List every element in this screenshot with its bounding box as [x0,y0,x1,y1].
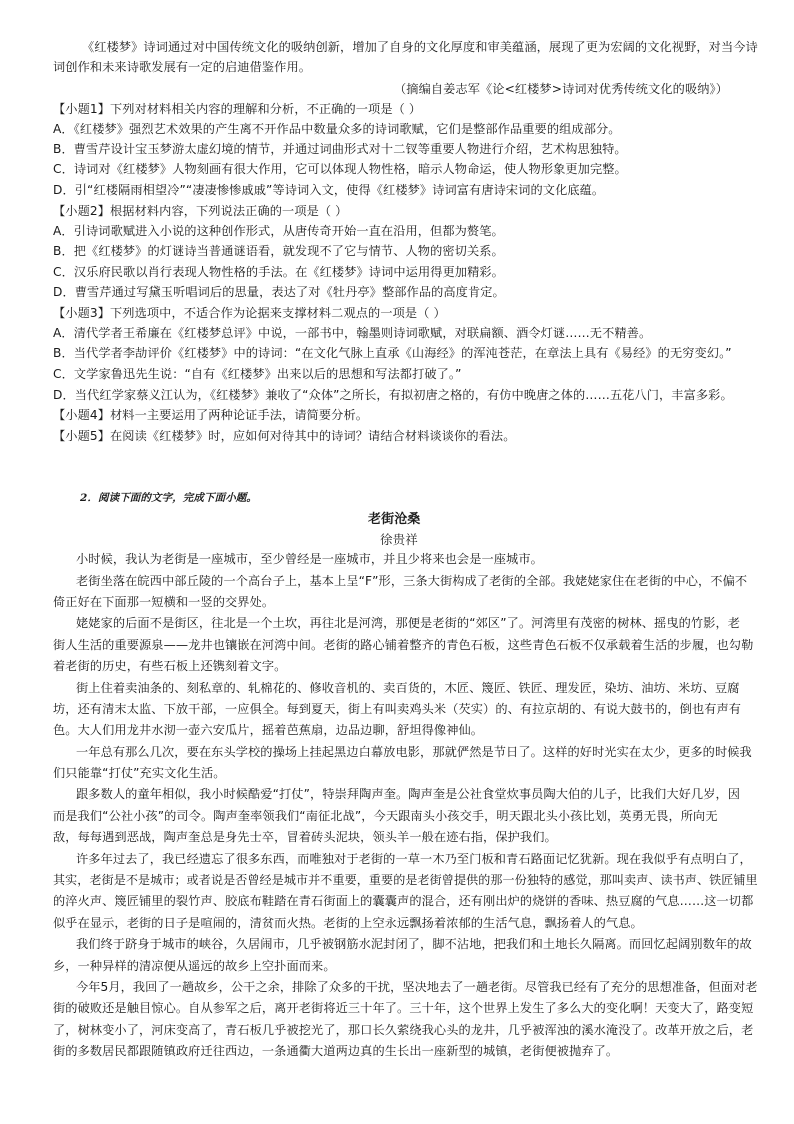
intro-line: 《红楼梦》诗词通过对中国传统文化的吸纳创新，增加了自身的文化厚度和审美蕴涵，展现了更为宏阔的文化视野，对当今诗 [82,40,758,54]
option-d: D．曹雪芹通过写黛玉听唱词后的思量，表达了对《牡丹亭》整部作品的高度肯定。 [53,285,505,299]
paragraph-line: 着老街的历史，有些石板上还镌刻着文字。 [53,659,287,673]
paragraph-line: 一年总有那么几次，要在东头学校的操场上挂起黑边白幕放电影，那就俨然是节日了。这样的好时光实在太少，更多的时候我 [76,745,752,759]
question-4-stem: 【小题4】材料一主要运用了两种论证手法，请简要分析。 [53,408,369,422]
article-title: 老街沧桑 [368,512,421,527]
paragraph-line: 似乎在显示，老街的日子是喧闹的，清贫而火热。老街的上空永远飘扬着浓郁的生活气息，飘扬着人的气息。 [53,916,643,930]
paragraph-line: 了，树林变小了，河床变高了，青石板几乎被挖光了，那口长久萦绕我心头的龙井，几乎被浑浊的溪水淹没了。改革开放之后，老 [53,1023,754,1037]
paragraph-line: 们只能靠“打仗”充实文化生活。 [53,766,226,780]
paragraph-line: 而是我们“公社小孩”的司令。陶声奎率领我们“南征北战”，今天跟南头小孩交手，明天跟北头小孩比划，英勇无畏，所向无 [53,809,718,823]
question-5-stem: 【小题5】在阅读《红楼梦》时，应如何对待其中的诗词？请结合材料谈谈你的看法。 [53,429,516,443]
paragraph-line: 街上住着卖油条的、刻私章的、轧棉花的、修收音机的、卖百货的，木匠、篾匠、铁匠、理发匠，染坊、油坊、米坊、豆腐 [76,681,740,695]
paragraph-line: 我们终于跻身于城市的峡谷，久居闹市，几乎被钢筋水泥封闭了，脚不沾地，把我们和土地长久隔离。而回忆起阔别数年的故 [76,937,752,951]
option-b: B．曹雪芹设计宝玉梦游太虚幻境的情节，并通过词曲形式对十二钗等重要人物进行介绍，艺术构思独特。 [53,142,627,156]
paragraph-line: 跟多数人的童年相似，我小时候酷爱“打仗”，特崇拜陶声奎。陶声奎是公社食堂炊事员陶大伯的儿子，比我们大好几岁，因 [76,787,741,801]
paragraph-line: 坊，还有清末太监、下放干部，一应俱全。每到夏天，街上有叫卖鸡头米（芡实）的、有拉京胡的、有说大鼓书的，倒也有声有 [53,702,742,716]
option-c: C．汉乐府民歌以肖行表现人物性格的手法。在《红楼梦》诗词中运用得更加精彩。 [53,265,504,279]
paragraph-line: 色。大人们用龙井水沏一壶六安瓜片，摇着芭蕉扇，边品边聊，舒坦得像神仙。 [53,723,484,737]
question-2-stem: 【小题2】根据材料内容，下列说法正确的一项是（ ） [53,204,348,218]
paragraph-line: 姥姥家的后面不是街区，往北是一个土坎，再往北是河湾，那便是老街的“郊区”了。河湾里有茂密的树林、摇曳的竹影，老 [76,616,741,630]
option-d: D．引“红楼隔雨相望冷”“凄凄惨惨戚戚”等诗词入文，使得《红楼梦》诗词富有唐诗宋词的文化底蕴。 [53,183,605,197]
paragraph-line: 老街坐落在皖西中部丘陵的一个高台子上，基本上呈“F”形，三条大街构成了老街的全部。我姥姥家住在老街的中心，不偏不 [76,574,748,588]
option-a: A．引诗词歌赋进入小说的这种创作形式，从唐传奇开始一直在沿用，但都为赘笔。 [53,224,504,238]
intro-line: 词创作和未来诗歌发展有一定的启迪借鉴作用。 [53,60,312,74]
paragraph-line: 敌，每每遇到恶战，陶声奎总是身先士卒，冒着砖头泥块，领头羊一般在迹右指，保护我们。 [53,830,557,844]
option-d: D．当代红学家蔡义江认为，《红楼梦》兼收了“众体”之所长，有拟初唐之格的，有仿中晚唐之体的……五花八门，丰富多彩。 [53,388,733,402]
paragraph-line: 今年5月，我回了一趟故乡，公干之余，排除了众多的干扰，坚决地去了一趟老街。尽管我已经有了充分的思想准备，但面对老 [76,980,758,994]
paragraph-line: 街的多数居民都跟随镇政府迁往西边，一条通衢大道两边真的生长出一座新型的城镇，老街便被抛弃了。 [53,1044,619,1058]
paragraph-line: 其实，老街是不是城市；或者说是否曾经是城市并不重要，重要的是老街曾提供的那一份独特的感觉，那叫卖声、读书声、铁匠铺里 [53,873,758,887]
option-a: A．《红楼梦》强烈艺术效果的产生离不开作品中数量众多的诗词歌赋，它们是整部作品重要的组成部分。 [53,122,621,136]
question-1-stem: 【小题1】下列对材料相关内容的理解和分析，不正确的一项是（ ） [53,102,422,116]
paragraph-line: 许多年过去了，我已经遗忘了很多东西，而唯独对于老街的一草一木乃至门板和青石路面记忆犹新。现在我似乎有点明白了， [76,852,752,866]
paragraph-line: 的淬火声、篾匠铺里的裂竹声、胶底布鞋踏在青石街面上的囊囊声的混合，还有刚出炉的烧饼的香味、热豆腐的气息……这一切都 [53,894,754,908]
paragraph-line: 乡，一种异样的清凉便从遥远的故乡上空扑面而来。 [53,959,336,973]
source-citation: （摘编自姜志军《论<红楼梦>诗词对优秀传统文化的吸纳》） [394,82,728,96]
section-heading: 2．阅读下面的文字，完成下面小题。 [80,492,258,504]
option-c: C．诗词对《红楼梦》人物刻画有很大作用，它可以体现人物性格，暗示人物命运，使人物形象更加完整。 [53,162,627,176]
paragraph-line: 倚正好在下面那一短横和一竖的交界处。 [53,595,275,609]
article-author: 徐贵祥 [380,532,418,547]
paragraph-line: 小时候，我认为老街是一座城市，至少曾经是一座城市，并且少将来也会是一座城市。 [76,552,543,566]
question-3-stem: 【小题3】下列选项中，不适合作为论据来支撑材料二观点的一项是（ ） [53,306,446,320]
option-c: C．文学家鲁迅先生说：“自有《红楼梦》出来以后的思想和写法都打破了。” [53,367,462,381]
paragraph-line: 街人生活的重要源泉——龙井也镶嵌在河湾中间。老街的路心铺着整齐的青色石板，这些青色石板不仅承载着生活的步履，也勾勒 [53,638,754,652]
option-a: A．清代学者王希廉在《红楼梦总评》中说，一部书中，翰墨则诗词歌赋，对联扁额、酒令灯谜……无不精善。 [53,326,652,340]
paragraph-line: 街的破败还是触目惊心。自从参军之后，离开老街将近三十年了。三十年，这个世界上发生了多么大的变化啊！天变大了，路变短 [53,1001,754,1015]
option-b: B．把《红楼梦》的灯谜诗当普通谜语看，就发现不了它与情节、人物的密切关系。 [53,244,504,258]
option-b: B．当代学者李劼评价《红楼梦》中的诗词：“在文化气脉上直承《山海经》的浑沌苍茫，在章法上具有《易经》的无穷变幻。” [53,346,732,360]
